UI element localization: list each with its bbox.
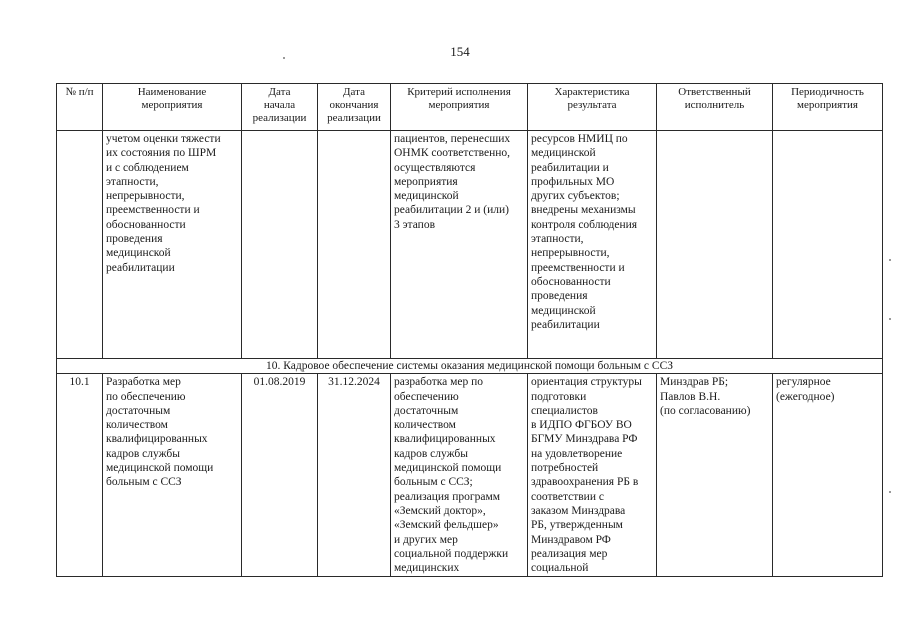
cell-number bbox=[57, 131, 103, 359]
cell-criterion: разработка мер по обеспечению достаточным количеством квалифицированных кадров службы медицинской помощи больным с ССЗ; реализация программ «Земский доктор», «Земский фельдшер» и других мер социальной поддержки медицинских bbox=[391, 374, 528, 577]
scan-speck bbox=[889, 318, 891, 320]
table-row-continued bbox=[57, 131, 883, 359]
cell-responsible: Минздрав РБ; Павлов В.Н. (по согласованию) bbox=[657, 374, 773, 577]
page-number: 154 bbox=[450, 44, 470, 59]
header-name: Наименование мероприятия bbox=[103, 84, 242, 131]
cell-end-date bbox=[318, 131, 391, 359]
activities-table bbox=[56, 83, 883, 577]
scan-speck bbox=[889, 259, 891, 261]
cell-responsible bbox=[657, 131, 773, 359]
section-title: 10. Кадровое обеспечение системы оказания медицинской помощи больным с ССЗ bbox=[57, 359, 883, 374]
cell-criterion: пациентов, перенесших ОНМК соответственно, осуществляются мероприятия медицинской реабилитации 2 и (или) 3 этапов bbox=[391, 131, 528, 359]
header-number: № п/п bbox=[57, 84, 103, 131]
cell-result: ориентация структуры подготовки специалистов в ИДПО ФГБОУ ВО БГМУ Минздрава РФ на удовлетворение потребностей здравоохранения РБ в соответствии с заказом Минздрава РБ, утвержденным Минздравом РФ реализация мер социальной bbox=[528, 374, 657, 577]
table-header-row bbox=[57, 84, 883, 131]
header-result: Характеристика результата bbox=[528, 84, 657, 131]
cell-periodicity: регулярное (ежегодное) bbox=[773, 374, 883, 577]
section-row bbox=[57, 359, 883, 374]
header-start-date: Дата начала реализации bbox=[242, 84, 318, 131]
cell-name: Разработка мер по обеспечению достаточным количеством квалифицированных кадров службы медицинской помощи больным с ССЗ bbox=[103, 374, 242, 577]
cell-end-date: 31.12.2024 bbox=[318, 374, 391, 577]
header-criterion: Критерий исполнения мероприятия bbox=[391, 84, 528, 131]
scan-speck bbox=[889, 491, 891, 493]
header-end-date: Дата окончания реализации bbox=[318, 84, 391, 131]
cell-periodicity bbox=[773, 131, 883, 359]
cell-name: учетом оценки тяжести их состояния по ШРМ и с соблюдением этапности, непрерывности, преемственности и обоснованности проведения медицинской реабилитации bbox=[103, 131, 242, 359]
cell-start-date: 01.08.2019 bbox=[242, 374, 318, 577]
cell-number: 10.1 bbox=[57, 374, 103, 577]
table-row-10-1 bbox=[57, 374, 883, 577]
cell-start-date bbox=[242, 131, 318, 359]
header-periodicity: Периодичность мероприятия bbox=[773, 84, 883, 131]
cell-result: ресурсов НМИЦ по медицинской реабилитации и профильных МО других субъектов; внедрены механизмы контроля соблюдения этапности, непрерывности, преемственности и обоснованности проведения медицинской реабилитации bbox=[528, 131, 657, 359]
scan-speck bbox=[283, 57, 285, 59]
header-responsible: Ответственный исполнитель bbox=[657, 84, 773, 131]
